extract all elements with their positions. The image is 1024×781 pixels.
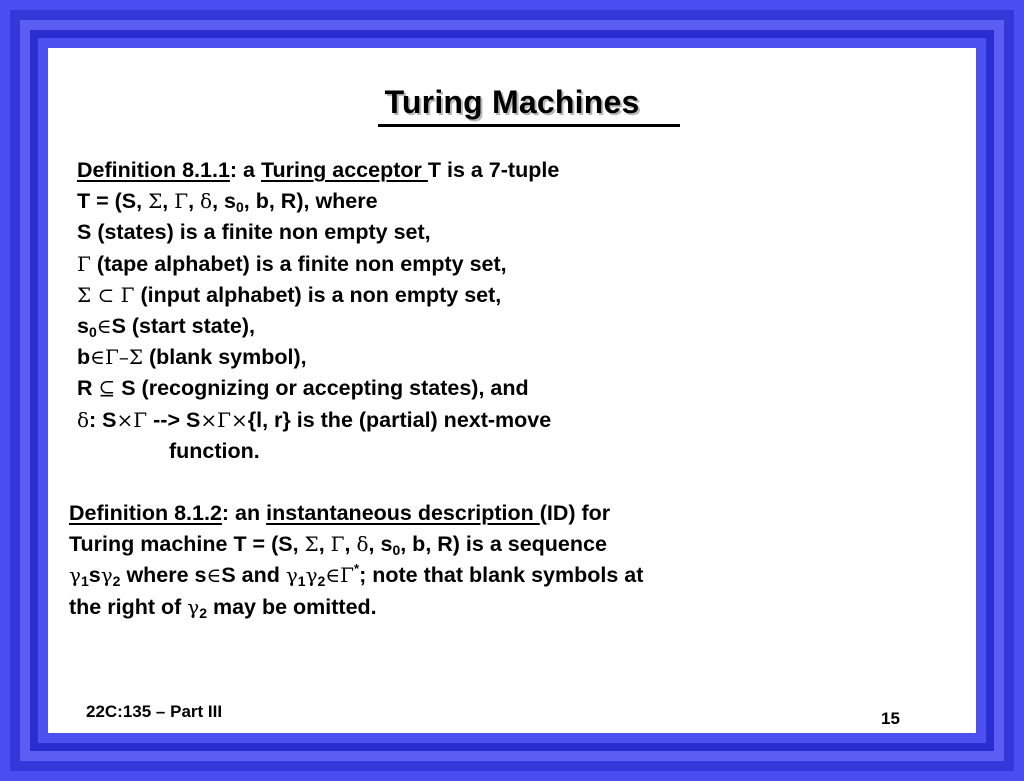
page-number: 15: [881, 709, 900, 728]
subscript-0: 0: [88, 324, 97, 341]
subseteq-symbol: ⊆: [98, 376, 116, 401]
def1-line-7: [77, 342, 717, 373]
def1-tuple-suffix: , b, R), where: [243, 189, 378, 214]
def2-label: Definition 8.1.2: [69, 501, 222, 525]
subscript-1: 1: [80, 573, 89, 590]
slide-title: Turing Machines: [384, 84, 640, 120]
def2-line-3: [69, 560, 769, 591]
def1-line-9: [77, 405, 717, 436]
gamma-lower-symbol: γ: [187, 594, 200, 619]
gamma-symbol: Γ: [120, 282, 135, 307]
gamma-lower-symbol: γ: [69, 563, 81, 588]
def2-line3-and: S and: [221, 563, 286, 588]
def1-comma-2: ,: [188, 189, 201, 214]
gamma-symbol: Γ: [174, 189, 189, 214]
def2-line-1: [69, 498, 769, 529]
delta-symbol: δ: [77, 407, 90, 432]
def1-term: Turing acceptor: [261, 158, 428, 182]
times-gamma-times: ×Γ×: [200, 407, 248, 432]
def2-line2-s: , s: [368, 532, 393, 557]
def1-blank-text: (blank symbol),: [142, 345, 307, 370]
def1-start-text: S (start state),: [111, 314, 255, 339]
subset-symbol: ⊂: [91, 282, 121, 307]
def2-comma-2: ,: [344, 532, 357, 557]
def2-line-2: [69, 529, 769, 560]
def2-line2-b: , b, R) is a sequence: [400, 532, 607, 557]
kleene-star: *: [354, 561, 360, 577]
def2-line3-s: s: [88, 563, 101, 588]
def1-line-4: [77, 249, 717, 280]
def1-start-s: s: [77, 314, 89, 339]
title-underline: [378, 124, 680, 127]
element-of-symbol: ∈: [206, 563, 222, 588]
sigma-symbol: Σ: [148, 189, 163, 214]
gamma-symbol: Γ: [77, 251, 91, 276]
blank-expression: ∈Γ–Σ: [90, 345, 143, 370]
element-of-symbol: ∈: [96, 314, 112, 339]
def1-line-10: function.: [169, 438, 260, 463]
def1-delta-c: {l, r} is the (partial) next-move: [247, 407, 552, 432]
def2-line-4: [69, 592, 769, 623]
sigma-symbol: Σ: [304, 532, 319, 557]
def1-blank-b: b: [77, 345, 91, 370]
def1-tuple-s: , s: [212, 189, 236, 214]
def2-comma-1: ,: [318, 532, 331, 557]
def1-delta-b: --> S: [147, 407, 201, 432]
def1-intro-b: T is a 7-tuple: [427, 158, 560, 182]
definition-8-1-2: [69, 498, 769, 623]
def1-accept-r: R: [77, 376, 99, 401]
footer-course: 22C:135 – Part III: [86, 702, 223, 721]
gamma-lower-symbol: γ: [285, 563, 298, 588]
def1-tuple-prefix: T = (S,: [77, 189, 149, 214]
subscript-2: 2: [112, 573, 121, 590]
times-gamma: ×Γ: [116, 407, 148, 432]
sigma-symbol: Σ: [77, 282, 92, 307]
def2-line3-where: where s: [120, 563, 207, 588]
subscript-0: 0: [235, 199, 244, 216]
subscript-2: 2: [317, 573, 326, 590]
def1-intro-a: : a: [229, 158, 261, 182]
def2-line4-b: may be omitted.: [206, 594, 377, 619]
def1-gamma-text: (tape alphabet) is a finite non empty set,: [90, 251, 507, 276]
def1-comma-1: ,: [162, 189, 175, 214]
def2-line2-a: Turing machine T = (S,: [69, 532, 305, 557]
def1-line-2: [77, 186, 717, 217]
def2-intro-a: : an: [221, 501, 267, 525]
def1-line-6: [77, 311, 717, 342]
gamma-lower-symbol: γ: [100, 563, 113, 588]
def1-line-3: S (states) is a finite non empty set,: [77, 220, 431, 245]
def2-line4-a: the right of: [69, 594, 188, 619]
def1-line-1: [77, 155, 717, 186]
subscript-1: 1: [297, 573, 306, 590]
gamma-symbol: Γ: [330, 532, 345, 557]
subscript-2: 2: [199, 604, 207, 621]
def1-label: Definition 8.1.1: [77, 158, 230, 182]
def1-line-8: [77, 373, 717, 404]
def2-term: instantaneous description: [266, 501, 540, 525]
def1-line-5: [77, 280, 717, 311]
def1-accept-text: S (recognizing or accepting states), and: [115, 376, 529, 401]
element-of-gamma: ∈Γ: [325, 563, 355, 588]
delta-symbol: δ: [200, 189, 213, 214]
gamma-lower-symbol: γ: [305, 563, 318, 588]
def1-delta-a: : S: [89, 407, 117, 432]
def2-line3-note: ; note that blank symbols at: [359, 563, 644, 588]
subscript-0: 0: [392, 542, 401, 559]
def2-intro-b: (ID) for: [539, 501, 611, 525]
delta-symbol: δ: [356, 532, 369, 557]
def1-input-text: (input alphabet) is a non empty set,: [134, 282, 502, 307]
definition-8-1-1: [77, 155, 717, 467]
